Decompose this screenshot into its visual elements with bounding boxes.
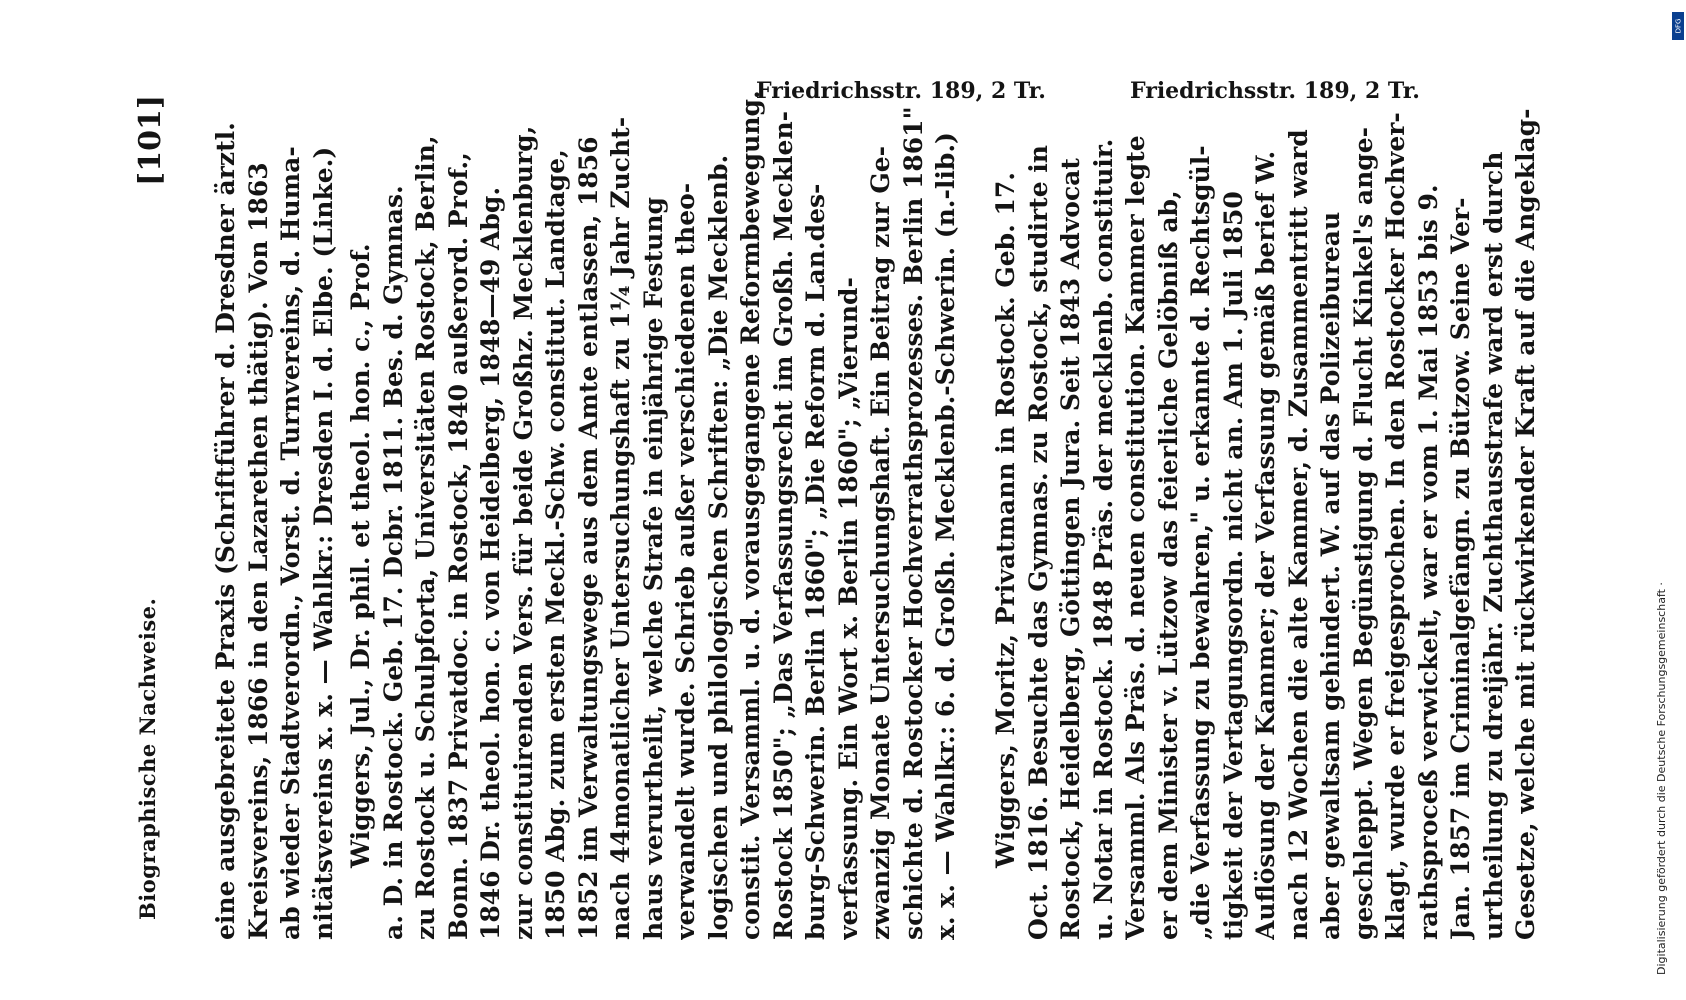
text-line: zu Rostock u. Schulpforta, Universitäten Rostock, Berlin, — [411, 135, 440, 940]
text-line: Versamml. Als Präs. d. neuen constitution. Kammer legte — [1121, 135, 1150, 940]
text-line: 1846 Dr. theol. hon. c. von Heidelberg, 1848—49 Abg. — [476, 186, 505, 940]
text-line: 1852 im Verwaltungswege aus dem Amte entlassen, 1856 — [573, 136, 603, 940]
text-line: Bonn. 1837 Privatdoc. in Rostock, 1840 außerord. Prof., — [443, 152, 473, 940]
text-line: „die Verfassung zu bewahren," u. erkannte d. Rechtsgül- — [1186, 145, 1215, 940]
text-line: Wiggers, Moritz, Privatmann in Rostock. Geb. 17. — [991, 172, 1020, 868]
text-line: Rostock 1850"; „Das Verfassungsrecht im Großh. Mecklen- — [768, 111, 798, 940]
text-line: a. D. in Rostock. Geb. 17. Dcbr. 1811. Bes. d. Gymnas. — [378, 185, 408, 940]
text-line: schichte d. Rostocker Hochverrathsprozesses. Berlin 1861" — [898, 106, 928, 940]
text-line: aber gewaltsam gehindert. W. auf das Polizeibureau — [1316, 211, 1345, 940]
text-line: urtheilung zu dreijähr. Zuchthausstrafe ward erst durch — [1478, 151, 1508, 940]
page-title: Biographische Nachweise. — [135, 597, 160, 920]
address-note-1: Friedrichsstr. 189, 2 Tr. — [756, 78, 1046, 104]
text-line: Wiggers, Jul., Dr. phil. et theol. hon. c., Prof. — [346, 243, 375, 868]
text-line: Gesetze, welche mit rückwirkender Kraft auf die Angeklag- — [1511, 108, 1540, 940]
address-note-2: Friedrichsstr. 189, 2 Tr. — [1130, 78, 1420, 104]
text-line: eine ausgebreitete Praxis (Schriftführer d. Dresdner ärztl. — [211, 122, 240, 940]
text-line: burg-Schwerin. Berlin 1860"; „Die Reform d. Lan.des- — [801, 183, 830, 940]
text-line: nitätsvereins x. x. — Wahlkr.: Dresden I. d. Elbe. (Linke.) — [308, 146, 338, 940]
text-line: Rostock, Heidelberg, Göttingen Jura. Seit 1843 Advocat — [1056, 158, 1085, 940]
text-line: klagt, wurde er freigesprochen. In den Rostocker Hochver- — [1381, 112, 1410, 940]
text-line: 1850 Abg. zum ersten Meckl.-Schw. constitut. Landtage, — [541, 149, 570, 940]
text-line: nach 12 Wochen die alte Kammer, d. Zusammentritt ward — [1283, 129, 1313, 940]
text-line: Oct. 1816. Besuchte das Gymnas. zu Rostock, studirte in — [1023, 145, 1053, 940]
page-number: [101] — [133, 94, 168, 186]
text-line: Kreisvereins, 1866 in den Lazarethen thätig). Von 1863 — [243, 162, 273, 940]
text-line: zur constituirenden Vers. für beide Großhz. Mecklenburg, — [508, 125, 538, 940]
text-line: Jan. 1857 im Criminalgefängn. zu Bützow. Seine Ver- — [1446, 197, 1475, 940]
text-line: verfassung. Ein Wort x. Berlin 1860"; „Vierund- — [833, 277, 863, 940]
text-line: ab wieder Stadtverordn., Vorst. d. Turnvereins, d. Huma- — [276, 146, 305, 940]
text-line: x. x. — Wahlkr.: 6. d. Großh. Mecklenb.-Schwerin. (n.-lib.) — [931, 132, 960, 940]
text-line: haus verurtheilt, welche Strafe in einjährige Festung — [638, 196, 668, 940]
text-line: zwanzig Monate Untersuchungshaft. Ein Beitrag zur Ge- — [866, 145, 895, 940]
digitization-credit: Digitalisierung gefördert durch die Deutsche Forschungsgemeinschaft · — [1655, 582, 1668, 975]
paragraph-wiggers-moritz — [990, 40, 1543, 940]
text-line: rathsproceß verwickelt, war er vom 1. Mai 1853 bis 9. — [1413, 184, 1443, 940]
dfg-logo: DFG — [1672, 12, 1684, 40]
text-line: constit. Versamml. u. d. vorausgegangene Reformbewegung. — [736, 90, 765, 940]
paragraph-wiggers-julius — [345, 40, 963, 940]
text-line: logischen und philologischen Schriften: „Die Mecklenb. — [703, 154, 733, 940]
text-line: u. Notar in Rostock. 1848 Präs. der mecklenb. constituir. — [1088, 138, 1118, 940]
text-line: er dem Minister v. Lützow das feierliche Gelöbniß ab, — [1153, 190, 1183, 940]
text-line: geschleppt. Wegen Begünstigung d. Flucht Kinkel's ange- — [1348, 126, 1378, 940]
text-line: tigkeit der Vertagungsordn. nicht an. Am 1. Juli 1850 — [1218, 191, 1248, 940]
text-line: nach 44monatlicher Untersuchungshaft zu 1¼ Jahr Zucht- — [606, 116, 635, 940]
text-line: verwandelt wurde. Schrieb außer verschiedenen theo- — [671, 182, 700, 940]
paragraph-hartmann-end — [210, 40, 340, 940]
text-line: Auflösung der Kammer; der Verfassung gemäß berief W. — [1251, 150, 1280, 940]
